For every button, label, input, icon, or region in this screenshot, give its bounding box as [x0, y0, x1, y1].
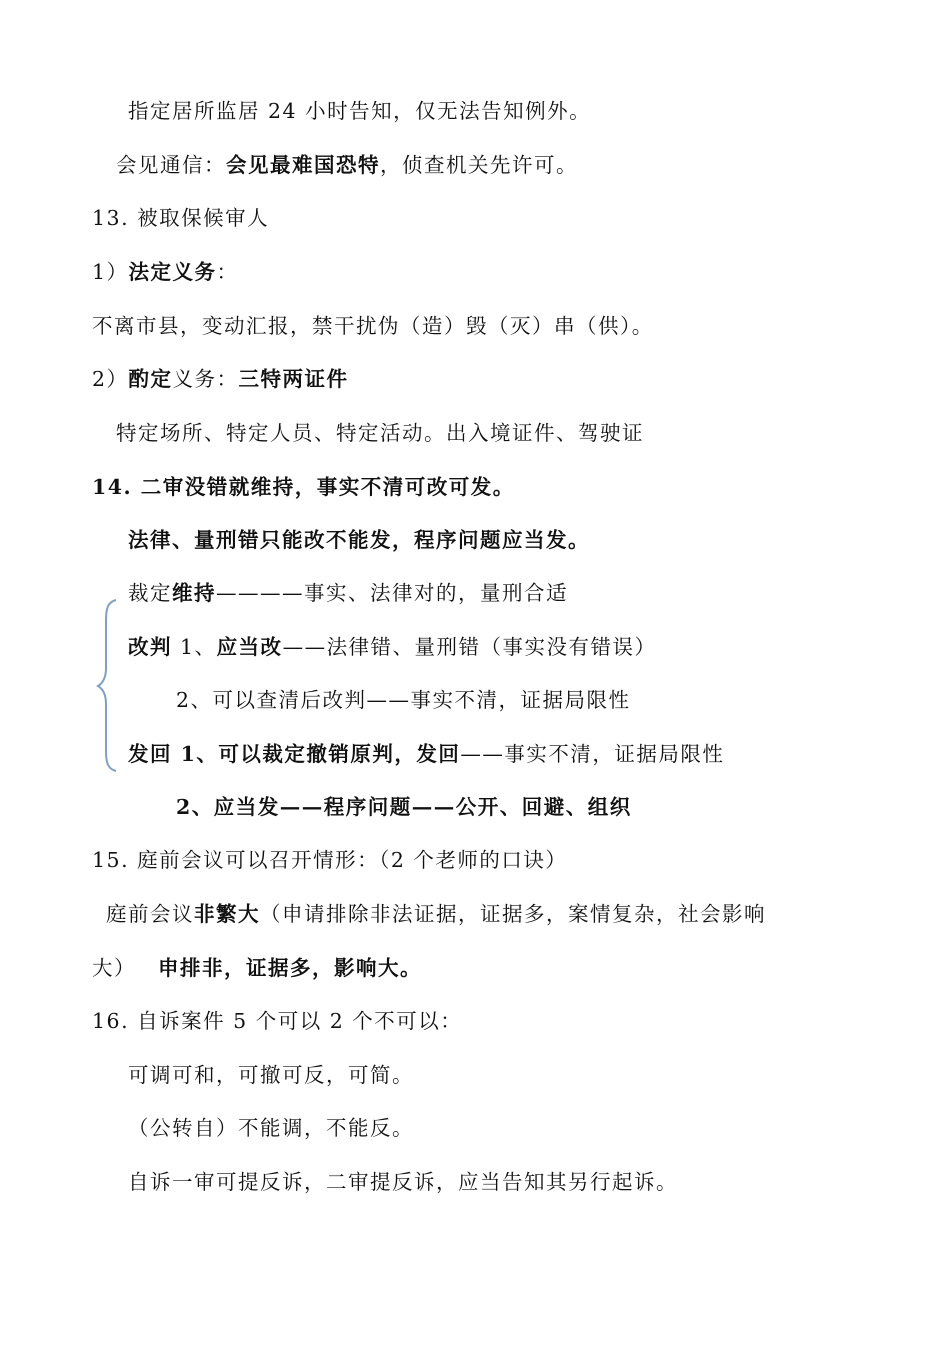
text-line: 自诉一审可提反诉，二审提反诉，应当告知其另行起诉。 — [128, 1170, 678, 1194]
text-line: 不离市县，变动汇报，禁干扰伪（造）毁（灭）串（供）。 — [92, 314, 654, 338]
section-heading: 14. 二审没错就维持，事实不清可改可发。 — [92, 475, 515, 499]
curly-brace-icon — [96, 598, 120, 773]
text-line: 发回 1、可以裁定撤销原判，发回——事实不清，证据局限性 — [128, 742, 725, 766]
text-line: 指定居所监居 24 小时告知，仅无法告知例外。 — [128, 99, 592, 123]
section-heading: 16. 自诉案件 5 个可以 2 个不可以： — [92, 1009, 463, 1033]
text-line: 大） 申排非，证据多，影响大。 — [92, 956, 422, 980]
text-line: 2、应当发——程序问题——公开、回避、组织 — [176, 795, 632, 819]
text-line: 可调可和，可撤可反，可简。 — [128, 1063, 414, 1087]
text-line: 法律、量刑错只能改不能发，程序问题应当发。 — [128, 528, 590, 552]
text-line: 改判 1、应当改——法律错、量刑错（事实没有错误） — [128, 635, 657, 659]
text-line: 会见通信：会见最难国恐特，侦查机关先许可。 — [116, 153, 578, 177]
text-line: 2）酌定义务：三特两证件 — [92, 367, 349, 391]
text-line: 1）法定义务： — [92, 260, 239, 284]
text-line: 2、可以查清后改判——事实不清，证据局限性 — [176, 688, 631, 712]
text-line: （公转自）不能调，不能反。 — [128, 1116, 414, 1140]
text-line: 庭前会议非繁大（申请排除非法证据，证据多，案情复杂，社会影响 — [106, 902, 766, 926]
section-heading: 13. 被取保候审人 — [92, 206, 270, 230]
text-line: 特定场所、特定人员、特定活动。出入境证件、驾驶证 — [116, 421, 644, 445]
text-line: 裁定维持————事实、法律对的，量刑合适 — [128, 581, 568, 605]
section-heading: 15. 庭前会议可以召开情形：（2 个老师的口诀） — [92, 848, 568, 872]
